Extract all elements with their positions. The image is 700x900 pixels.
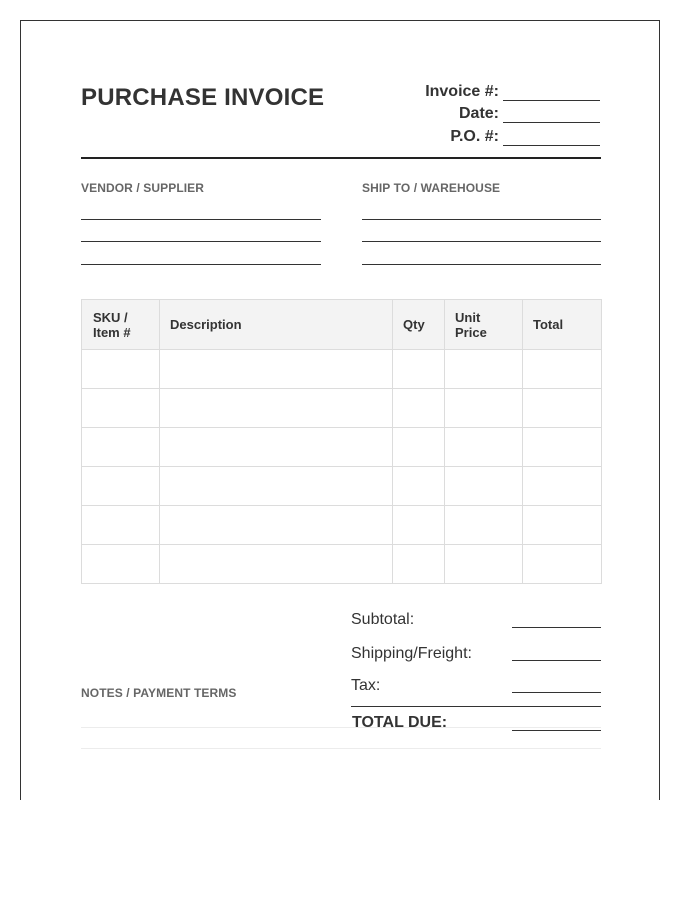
date-field[interactable]: [503, 104, 600, 123]
date-label: Date:: [458, 105, 499, 122]
total-cell[interactable]: [523, 350, 602, 389]
tax-label: Tax:: [351, 677, 381, 694]
total-cell[interactable]: [523, 428, 602, 467]
description-cell[interactable]: [160, 467, 393, 506]
total-due-label: TOTAL DUE:: [352, 714, 448, 731]
sku-cell[interactable]: [82, 389, 160, 428]
column-header-unit-price: [445, 300, 523, 350]
ship-to-line-2[interactable]: [362, 241, 601, 242]
invoice-number-label: Invoice #:: [425, 83, 499, 100]
column-header-description: Description: [160, 300, 393, 350]
column-header-sku: [82, 300, 160, 350]
qty-cell[interactable]: [393, 545, 445, 584]
ship-to-line-3[interactable]: [362, 264, 601, 265]
sku-cell[interactable]: [82, 506, 160, 545]
table-row: [82, 428, 602, 467]
table-row: [82, 467, 602, 506]
total-cell[interactable]: [523, 506, 602, 545]
subtotal-label: Subtotal:: [351, 611, 415, 628]
table-header-row: [82, 300, 602, 350]
description-cell[interactable]: [160, 428, 393, 467]
tax-field[interactable]: [512, 692, 601, 693]
table-row: [82, 389, 602, 428]
qty-cell[interactable]: [393, 467, 445, 506]
page-title: PURCHASE INVOICE: [81, 84, 325, 111]
invoice-number-field[interactable]: [503, 82, 600, 101]
sku-cell[interactable]: [82, 545, 160, 584]
invoice-number-row: [425, 81, 600, 101]
vendor-line-2[interactable]: [81, 241, 321, 242]
column-header-sku-line1: SKU /: [93, 309, 128, 325]
notes-line-1[interactable]: [81, 727, 601, 728]
column-header-unit-line2: Price: [455, 324, 487, 340]
sku-cell[interactable]: [82, 350, 160, 389]
qty-cell[interactable]: [393, 350, 445, 389]
unit-price-cell[interactable]: [445, 389, 523, 428]
sku-cell[interactable]: [82, 467, 160, 506]
total-cell[interactable]: [523, 545, 602, 584]
notes-label: NOTES / PAYMENT TERMS: [81, 686, 237, 700]
sku-cell[interactable]: [82, 428, 160, 467]
ship-to-line-1[interactable]: [362, 219, 601, 220]
description-cell[interactable]: [160, 545, 393, 584]
vendor-line-1[interactable]: [81, 219, 321, 220]
total-due-field[interactable]: [512, 730, 601, 731]
po-number-row: [450, 126, 600, 146]
table-row: [82, 545, 602, 584]
unit-price-cell[interactable]: [445, 506, 523, 545]
column-header-unit-line1: Unit: [455, 309, 481, 325]
total-cell[interactable]: [523, 467, 602, 506]
column-header-total: Total: [523, 300, 602, 350]
notes-line-2[interactable]: [81, 748, 601, 749]
table-row: [82, 350, 602, 389]
po-number-label: P.O. #:: [450, 128, 499, 145]
shipping-label: Shipping/Freight:: [351, 645, 472, 662]
shipping-field[interactable]: [512, 660, 601, 661]
header-divider: [81, 157, 601, 159]
description-cell[interactable]: [160, 350, 393, 389]
line-items-table: [81, 299, 602, 584]
ship-to-label: SHIP TO / WAREHOUSE: [362, 181, 501, 195]
table-row: [82, 506, 602, 545]
description-cell[interactable]: [160, 389, 393, 428]
qty-cell[interactable]: [393, 506, 445, 545]
description-cell[interactable]: [160, 506, 393, 545]
qty-cell[interactable]: [393, 428, 445, 467]
subtotal-field[interactable]: [512, 627, 601, 628]
column-header-sku-line2: Item #: [93, 324, 131, 340]
po-number-field[interactable]: [503, 127, 600, 146]
qty-cell[interactable]: [393, 389, 445, 428]
unit-price-cell[interactable]: [445, 428, 523, 467]
date-row: [459, 103, 600, 123]
unit-price-cell[interactable]: [445, 545, 523, 584]
unit-price-cell[interactable]: [445, 467, 523, 506]
total-cell[interactable]: [523, 389, 602, 428]
column-header-qty: Qty: [393, 300, 445, 350]
vendor-label: VENDOR / SUPPLIER: [81, 181, 205, 195]
totals-divider: [351, 706, 601, 707]
unit-price-cell[interactable]: [445, 350, 523, 389]
vendor-line-3[interactable]: [81, 264, 321, 265]
